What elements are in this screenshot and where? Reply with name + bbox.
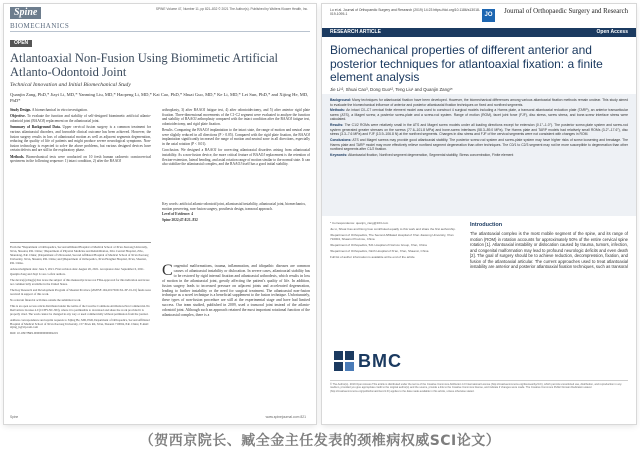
abstract-paragraph: Conclusion. We designed a BAAOJ for correcting atlantoaxial disorders arising from atlantoaxial instability. As a non-fusion device, the more critical feature of BAAOJ replacement is the retention of flexion-extension, lateral bending, and axial rotation range of motion similar to the normal state. It can also stabilize the atlantoaxial complex, and the BAAOJ itself has a good initial stability. [162,148,310,167]
keywords: Key words: artificial atlanto-odontoid joint, atlantoaxial instability, atlantoaxial joint, biomechanics, motion preserving, non-fusion surgery, prosthesis design, transoral approach. [162,202,306,211]
paper-title: Atlantoaxial Non-Fusion Using Biomimetic Artificial Atlanto-Odontoid Joint [10,51,279,79]
bmc-logo [334,350,454,372]
abstract-paragraph: arthroplasty, 3) after BAAOJ fatigue test, 4) after odontoidectomy, and 5) after anterior rigid plate fixation. Three-dimensional movements of the C1-C2 segment were evaluated to analyze the function and stability of BAAOJ arthroplasty compared with the intact condition after the BAAOJ fatigue test, odontoidectomy, and rigid plate fixation. [162,108,310,126]
abstract-paragraph: Summary of Background Data. Upper cervical fusion surgery is a common treatment for various atlantoaxial disorders, and favorable clinical outcome has been achieved. However, the fusion surgery results in loss of atlantoaxial motion as well as adjacent segments degeneration, reducing the quality of life of patients and might produce severe neurological symptoms. Non-fusion technology is expected to solve the above problems, but various designed devices have certain defects and are still in the exploratory phase. [10,125,151,153]
footnote: DOI: 10.1097/BRS.0000000000004219 [10,331,58,336]
footnote: From the *Department of Orthopedics, Second Affiliated Hospital of Medical School of Xi'an Jiaotong University, Xi'an, Shaanxi, P.R. China; †Department of Physical Medicine and Rehabilitation, Zibo Central Hospital, Zibo, Shandong, P.R. China; ‡Department of Ultrasound, Second Affiliated Hospital of Medical School of Xi'an Jiaotong University, Xi'an, Shaanxi, P.R. China; and §Department of Orthopedics, Xi'an Honghui Hospital, Xi'an, Shaanxi, P.R. China. [10,246,149,265]
abstract-text [330,98,628,214]
page-footer-journal: Spine [10,415,19,419]
open-access-label: Open Access [596,29,628,35]
article-type: RESEARCH ARTICLE [330,29,381,35]
article-type-bar [322,28,636,37]
level-of-evidence: Level of Evidence: 4 [162,212,194,217]
journal-header [4,4,316,18]
author-list: Quanjin Zang, PhD,* Jiayi Li, MD,* Yanming Liu, MD,* Haopeng Li, MD,* Kai Cao, PhD,* Shuai Guo, MD,* Ke Li, MD,* Lei Sun, PhD,* and Xijing He, MD, PhD* [10,92,309,103]
affiliation: ²Department of Orthopedics, 521 Hospital of Norinco Group, Xi'an, China [330,243,427,248]
affiliation: * Correspondence: quanjin_zang@163.com [330,222,389,225]
introduction-body: Congenital malformations, trauma, inflammation, and idiopathic diseases are common causes of atlantoaxial instability or dislocation. In severe cases, atlantoaxial stability has to be restored by rigid internal fixation and atlantoaxial arthrodesis, which results in loss of motion in the atlantoaxial joint, greatly affecting the patient's quality of life. In addition, fusion surgery leads to increased pressure on adjacent joints and accelerated degeneration, leading to further instability or the need for surgical treatment. The atlantoaxial non-fusion technique as a novel technique is a beneficial supplement to the fusion technique. Unfortunately, these types of non-fusion procedure are still at the experimental stage and have had limited success. Our team studied, published in 2009, used a transoral joint instead of the atlanto-odontoid joint. Although such an approach retained the most important rotational function of the atlantoaxial complex, there is a [162,264,310,318]
josr-paper-page [322,4,636,424]
affiliation: Jie Li, Shuai Cao and Dong Guo contributed equally to this work and share the first authorship. [330,227,456,232]
journal-logo-icon: JO [482,9,495,22]
footnote: No relevant financial activities outside the submitted work. [10,297,81,302]
footnote-divider [10,242,151,243]
footnote: Acknowledgment date: June 3, 2021. First revision date: August 26, 2021. Acceptance date: September 6, 2021. [10,266,145,271]
journal-name: Journal of Orthopaedic Surgery and Research [504,8,628,15]
footnote: This is an open access article distributed under the terms of the Creative Commons Attribution-Non Commercial-No Derivatives License 4.0 (CCBY-NC-ND), where it is permissible to download and share the work provided it is properly cited. The work cannot be changed in any way or used commercially without permission from the journal. [10,303,150,316]
citation: Spine 2022;47:E21–832 [162,217,198,222]
open-access-badge: OPEN [10,40,32,47]
paper-subtitle: Technical Innovation and Initial Biomechanical Study [10,82,131,88]
affiliation: Full list of author information is available at the end of the article [330,255,415,260]
drop-cap: C [162,264,173,279]
footnote: Quanjin Zang and Jiayi Li are co-first authors. [10,272,66,277]
abstract-column-continued [162,108,310,200]
page-footer-url: www.spinejournal.com 821 [265,415,306,419]
keywords-block [162,202,310,248]
abstract-paragraph: Conclusions: ATS and Magerl screws may provide good atlantoaxial stability. The posterior screw-rod system and screw-plate system may have higher risks of screw loosening and breakage. The Harms plate and TARP model may more effectively relieve nonfixed segment degeneration than other techniques. The C0/1 to C2/3 segment may not be more susceptible to degeneration than other nonfixed segments after C1/2 fixation. [330,138,628,152]
introduction-heading: Introduction [470,222,503,228]
abstract-paragraph: Results: The C1/2 ROMs were relatively small in the ATS and Magerl screw models under all loading directions except for extension (0.1°–1.0°). The posterior screw-plate system and screw-rod system generated greater stresses on the screws (77.6–101.8 MPa) and bone-screw interfaces (58.3–89.0 MPa). The Harms plate and TARP models had relatively small ROMs (3.2°–17.6°), disc stress (3.3–7.6 MPa) and FJF (13.9–106.8 N) at the nonfixed segments. Changes in disc stress and FJF of the cervical segments were not consistent with changes in ROM. [330,123,628,137]
abstract-paragraph: Methods: An intact C0–C7 cervical finite element model was used to construct 4 surgical models including a Harms plate, a transoral atlantoaxial reduction plate (TARP), an anterior transarticular screw (ATS), a Magerl screw, a posterior screw-plate and a screw-rod system. Range of motion (ROM), facet joint force (FJF), disc stress, screw stress, and bone-screw interface stress were calculated. [330,108,628,122]
citation-header: Lu et al. Journal of Orthopaedic Surgery and Research (2019) 14:23 https://doi.org/10.1186/s13018-019-1095-1 [330,8,480,17]
bmc-wordmark: BMC [358,351,402,371]
abstract-paragraph: Study Design. A biomechanical in vitro investigation. [10,108,88,112]
footnote: The device(s)/drug(s) that is/are the subject of this manuscript is/are not FDA-approved for this indication and is/are not commercially available in the United States. [10,278,150,287]
abstract-paragraph: Results. Comparing the BAAOJ implantation to the intact state, the range of motion and neutral zone were slightly reduced in all directions (P > 0.05). Compared with the rigid plate fixation, the BAAOJ implantation significantly increased the range of motion and neutral zone in all directions, especially in the axial rotation (P < 0.01). [162,128,310,146]
abstract-paragraph: Methods. Biomechanical tests were conducted on 10 fresh human cadaveric craniocervical specimens in the following sequence: 1) intact condition, 2) after the BAAOJ [10,154,151,164]
author-list: Jie Li¹², Shuai Cao³, Dong Guo¹², Teng Liu¹ and Quanjin Zang¹* [330,87,453,92]
abstract-paragraph: Background: Many techniques for atlantoaxial fixation have been developed. However, the biomechanical differences among various atlantoaxial fixation methods remain unclear. This study aimed to evaluate the biomechanical influence of anterior and posterior atlantoaxial fixation techniques on fixed and nonfixed segments. [330,98,628,107]
spine-journal-logo: Spine [10,7,41,19]
footnote: The Key Research and Development Program of Shaanxi Province (2020SF-194,2017ZDCXL-SF-01-01) funds were received in support of this work. [10,288,151,297]
affiliation: ¹Department of Orthopedics, The Second Affiliated Hospital of Xi'an Jiaotong University, Xi'an 710004, Shaanxi Province, China [330,233,454,242]
footnotes [10,246,151,416]
image-caption: （贺西京院长、臧全金主任发表的颈椎病权威SCI论文） [139,433,501,449]
abstract-paragraph: Objective. To evaluate the function and stability of self-designed biomimetic artificial atlanto-odontoid joint (BAAOJ) replacement on the atlantoaxial joint. [10,114,151,123]
abstract-paragraph: Keywords: Atlantoaxial fixation, Nonfixed segment degeneration, Segmental stability, Stress concentration, Finite element [330,153,514,158]
license-notice: © The Author(s). 2019 Open Access This article is distributed under the terms of the Creative Commons Attribution 4.0 International License (http://creativecommons.org/licenses/by/4.0/), which permits unrestricted use, distribution, and reproduction in any medium, provided you give appropriate credit to the original author(s) and the source, provide a link to the Creative Commons license, and indicate if changes were made. The Creative Commons Public Domain Dedication waiver (http://creativecommons.org/publicdomain/zero/1.0/) applies to the data made available in this article, unless otherwise stated. [330,380,628,423]
abstract-column [10,108,151,238]
bmc-logo-icon [334,351,354,371]
introduction-body: The atlantoaxial complex is the most mobile segment of the spine, and its range of motion (ROM) in rotation accounts for approximately 50% of the entire cervical spine rotation [1]. Atlantoaxial instability or dislocation caused by trauma, tumors, infection, and congenital malformation may lead to profound neurologic deficits and even death [2]. The goal of surgery should be to achieve reduction, decompression, fixation, and fusion of the atlantoaxial articular. The current approaches used to treat atlantoaxial instability are anterior and posterior atlantoaxial fixation techniques, such as transoral [470,231,628,269]
journal-volume-line: SPINE Volume 47, Number 11, pp 821–832 © 2021 The Author(s). Published by Wolters Kluwer Health, Inc. [155,7,308,11]
abstract-box [322,94,636,216]
paper-title: Biomechanical properties of different anterior and posterior techniques for atlantoaxial fixation: a finite element analysis [330,43,603,84]
footnote: Address correspondence and reprint requests to Xijing He, MD, PhD, Department of Orthopedics, Second Affiliated Hospital of Medical School of Xi'an Jiaotong University, 157 Xiwu Rd, Xi'an, Shaanxi 710004, P.R. China; E-mail: xijing_h@vip.tom.com [10,317,150,330]
section-label: BIOMECHANICS [10,22,310,32]
affiliations [330,222,462,346]
affiliation: ³Department of Orthopedics, Ninth Hospital of Xi'an, Xi'an, Shaanxi, China [330,249,429,254]
spine-paper-page [4,4,316,424]
